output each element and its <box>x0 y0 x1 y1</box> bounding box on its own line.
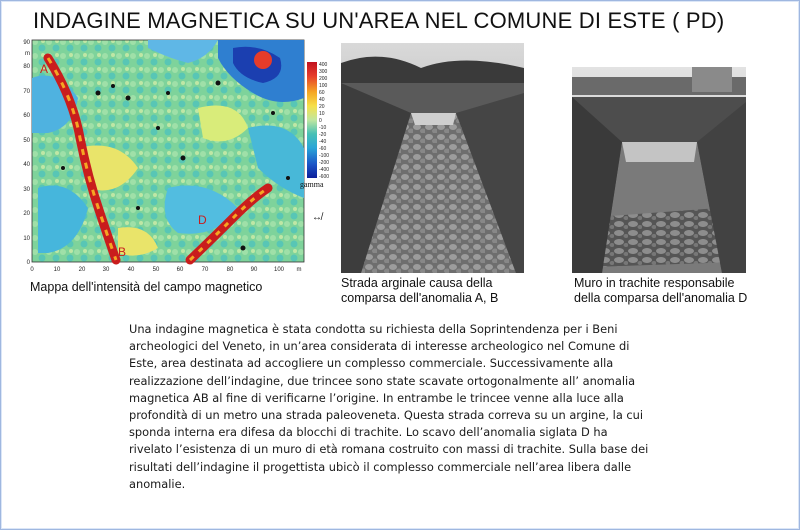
scale-label: 400 <box>319 62 328 68</box>
y-tick: 30 <box>23 187 30 193</box>
x-tick: 90 <box>250 267 258 273</box>
x-tick: 40 <box>127 267 135 273</box>
scale-label: 200 <box>319 76 328 82</box>
scale-label: 40 <box>319 97 325 103</box>
scale-unit: gamma <box>300 180 324 189</box>
y-tick: 10 <box>23 236 30 242</box>
map-caption: Mappa dell'intensità del campo magnetico <box>30 280 263 294</box>
x-tick: 10 <box>53 267 61 273</box>
y-tick: 60 <box>23 113 30 119</box>
y-tick: 90 <box>23 40 30 46</box>
x-tick: 50 <box>152 267 160 273</box>
scale-label: -100 <box>319 153 330 159</box>
photo2-caption <box>574 276 747 306</box>
color-scale <box>307 62 330 180</box>
x-tick: 60 <box>176 267 184 273</box>
x-tick: m <box>296 267 302 273</box>
scale-label: 10 <box>319 111 325 117</box>
description-paragraph: Una indagine magnetica è stata condotta su richiesta della Soprintendenza per i Beni archeologici del Veneto, in un’area considerata di interesse archeologico nel Comune di Este, area destinata ad accogliere un complesso commerciale. Successivamente alla realizzazione dell’indagine, due trincee sono state scavate ortogonalmente all’ anomalia magnetica AB al fine di verificarne l’origine. In entrambe le trincee venne alla luce alla profondità di un metro una strada paleoveneta. Questa strada correva su un argine, la cui sponda interna era difesa da blocchi di trachite. Lo scavo dell’anomalia siglata D ha rivelato l’esistenza di un muro di età romana costruito con massi di trachite. Sulla base dei risultati dell’indagine il progettista ubicò il complesso commerciale nell’area libera dalle anomalie. <box>129 322 649 491</box>
y-tick: 0 <box>26 260 30 266</box>
photo2-caption-text: Muro in trachite responsabile della comparsa dell'anomalia D <box>574 276 748 305</box>
x-tick: 80 <box>226 267 234 273</box>
scale-label: -40 <box>319 139 327 145</box>
scale-label: 20 <box>319 104 325 110</box>
scale-label: -200 <box>319 160 330 166</box>
trench-road-photo <box>341 43 524 273</box>
scale-label: -10 <box>319 125 327 131</box>
y-tick: 80 <box>23 64 30 70</box>
y-tick: 40 <box>23 162 30 168</box>
y-tick: 70 <box>23 89 30 95</box>
scale-label: 60 <box>319 90 325 96</box>
map-label-d: D <box>198 213 207 227</box>
north-arrow-icon: ↮ <box>312 212 322 223</box>
scale-label: -60 <box>319 146 327 152</box>
scale-label: -20 <box>319 132 327 138</box>
x-tick: 100 <box>273 267 285 273</box>
color-scale-bar <box>307 62 317 178</box>
magnetic-map <box>18 38 323 278</box>
magnetic-map-image <box>18 38 323 278</box>
x-tick: 0 <box>30 267 34 273</box>
scale-label: 0 <box>319 118 322 124</box>
scale-label: 300 <box>319 69 328 75</box>
scale-label: -400 <box>319 167 330 173</box>
y-tick: 20 <box>23 211 30 217</box>
map-label-a: A <box>40 62 49 76</box>
map-label-b: B <box>118 245 127 259</box>
photo1-caption-text: Strada arginale causa della comparsa dell'anomalia A, B <box>341 276 499 305</box>
x-tick: 20 <box>78 267 86 273</box>
trench-wall-photo <box>572 67 746 273</box>
scale-label: 100 <box>319 83 328 89</box>
page-title: INDAGINE MAGNETICA SU UN'AREA NEL COMUNE DI ESTE ( PD) <box>33 8 725 33</box>
scale-label: -600 <box>319 174 330 180</box>
x-tick: 30 <box>102 267 110 273</box>
y-tick: 50 <box>23 138 30 144</box>
y-unit: m <box>25 51 30 57</box>
photo1-caption <box>341 276 498 306</box>
x-tick: 70 <box>201 267 209 273</box>
